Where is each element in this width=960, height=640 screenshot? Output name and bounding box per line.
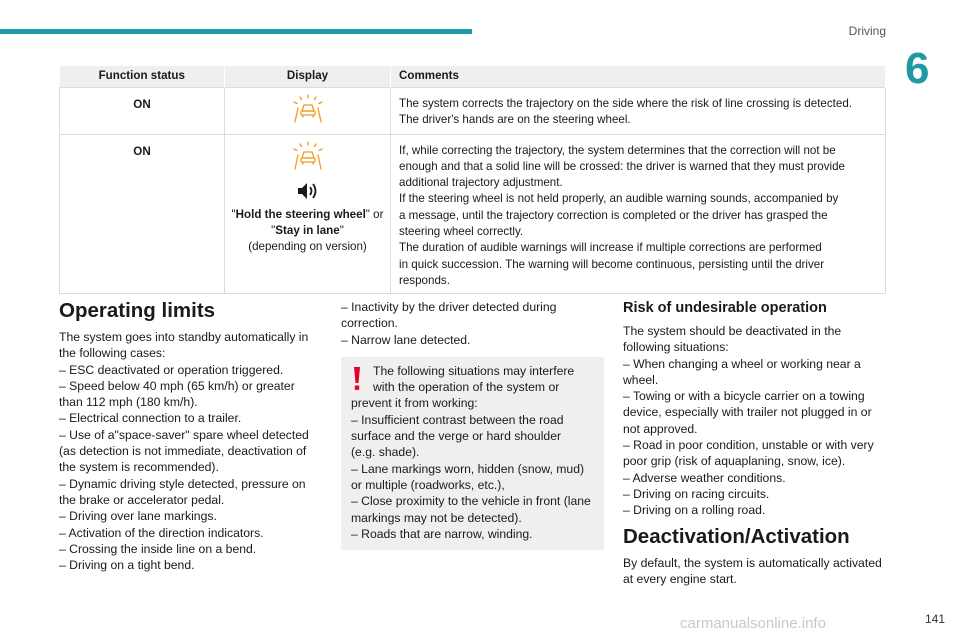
watermark: carmanualsonline.info [680, 615, 826, 632]
comment-line: enough and that a solid line will be crossed: the driver is warned that they must provide [399, 159, 845, 173]
comment-line: in quick succession. The warning will become continuous, persisting until the driver [399, 257, 825, 271]
text-line: the system is recommended). [59, 460, 219, 475]
risk-section [623, 299, 885, 587]
chapter-number: 6 [905, 44, 930, 93]
text-line: – Insufficient contrast between the road [351, 412, 564, 427]
text-line: – Roads that are narrow, winding. [351, 526, 533, 541]
column-header-status: Function status [60, 66, 225, 87]
text-line: – Road in poor condition, unstable or with very [623, 438, 874, 453]
speaker-sound-icon [296, 181, 320, 201]
text-line: – Dynamic driving style detected, pressure on [59, 476, 306, 491]
text-line: The following situations may interfere [373, 363, 575, 378]
text-line: – Driving on a rolling road. [623, 503, 766, 518]
text-line: – ESC deactivated or operation triggered. [59, 362, 284, 377]
comment-line: If the steering wheel is not held properly, an audible warning sounds, accompanied by [399, 192, 839, 206]
text-line: following situations: [623, 340, 729, 355]
comment-line: The driver's hands are on the steering wheel. [399, 112, 631, 126]
table-header-row [60, 66, 886, 87]
comment-line: The system corrects the trajectory on the side where the risk of line crossing is detected. [399, 96, 852, 110]
text-line: – Activation of the direction indicators. [59, 525, 264, 540]
text-line: prevent it from working: [351, 396, 478, 411]
text-line: correction. [341, 316, 398, 331]
text-line: By default, the system is automatically activated [623, 555, 882, 570]
text-line: (as detection is not immediate, deactivation of [59, 444, 307, 459]
text-line: device, especially with trailer not plugged in or [623, 405, 872, 420]
table-row [60, 87, 886, 134]
text-line: at every engine start. [623, 571, 737, 586]
text-line: – Lane markings worn, hidden (snow, mud) [351, 461, 585, 476]
lane-keeping-warning-icon [291, 94, 325, 124]
text-line: – Use of a"space-saver" spare wheel detected [59, 427, 309, 442]
comment-line: responds. [399, 273, 450, 287]
function-status-table [59, 66, 886, 294]
text-line: – Driving over lane markings. [59, 509, 217, 524]
text-line: the brake or accelerator pedal. [59, 492, 225, 507]
text-line: The system goes into standby automatically in [59, 330, 309, 344]
comments-cell [391, 87, 886, 134]
lane-keeping-warning-icon [291, 141, 325, 171]
comment-line: steering wheel correctly. [399, 224, 524, 238]
text-line: – Driving on racing circuits. [623, 486, 770, 501]
display-version-note: (depending on version) [248, 240, 367, 254]
comment-line: additional trajectory adjustment. [399, 176, 563, 190]
text-line: not approved. [623, 421, 698, 436]
message-stay-in-lane: Stay in lane [275, 223, 340, 237]
operating-limits-title: Operating limits [59, 299, 216, 322]
chapter-title: Driving [848, 24, 886, 38]
text-line: with the operation of the system or [373, 380, 560, 395]
text-line: or multiple (roadworks, etc.), [351, 477, 505, 492]
risk-title: Risk of undesirable operation [623, 300, 827, 316]
text-line: markings may not be detected). [351, 510, 522, 525]
text-line: – Driving on a tight bend. [59, 558, 195, 573]
display-cell [225, 134, 391, 294]
page-number: 141 [924, 612, 945, 626]
status-cell: ON [60, 134, 225, 294]
text-line: The system should be deactivated in the [623, 324, 842, 338]
message-hold-wheel: Hold the steering wheel [235, 207, 366, 221]
text-line: – When changing a wheel or working near a [623, 356, 861, 371]
status-cell: ON [60, 87, 225, 134]
text-line: – Crossing the inside line on a bend. [59, 541, 257, 556]
comment-line: a message, until the trajectory correction is completed or the driver has grasped the [399, 208, 828, 222]
text-line: – Narrow lane detected. [341, 332, 471, 347]
text-line: – Towing or with a bicycle carrier on a towing [623, 389, 865, 404]
header-accent-bar [0, 29, 472, 34]
text-line: poor grip (risk of aquaplaning, snow, ice). [623, 454, 846, 469]
text-line: than 112 mph (180 km/h). [59, 395, 198, 410]
text-line: – Adverse weather conditions. [623, 470, 786, 485]
exclamation-icon [352, 367, 362, 391]
text-line: the following cases: [59, 346, 166, 361]
operating-limits-continued [341, 299, 605, 550]
column-header-comments: Comments [391, 66, 886, 87]
comment-line: The duration of audible warnings will increase if multiple corrections are performed [399, 241, 822, 255]
text-line: (e.g. shade). [351, 445, 420, 460]
text-line: – Speed below 40 mph (65 km/h) or greater [59, 378, 295, 393]
display-cell [225, 87, 391, 134]
text-line: surface and the verge or hard shoulder [351, 429, 562, 444]
operating-limits-section [59, 299, 311, 573]
deactivation-title: Deactivation/Activation [623, 524, 850, 548]
comments-cell [391, 134, 886, 294]
warning-box [341, 357, 604, 550]
text-line: – Close proximity to the vehicle in front (lane [351, 494, 591, 509]
text-line: – Electrical connection to a trailer. [59, 411, 242, 426]
display-message: "Hold the steering wheel" or "Stay in lane" [231, 207, 384, 237]
comment-line: If, while correcting the trajectory, the system determines that the correction will not be [399, 143, 836, 157]
table-row [60, 134, 886, 294]
text-line: wheel. [623, 372, 659, 387]
text-line: – Inactivity by the driver detected during [341, 300, 557, 314]
column-header-display: Display [225, 66, 391, 87]
